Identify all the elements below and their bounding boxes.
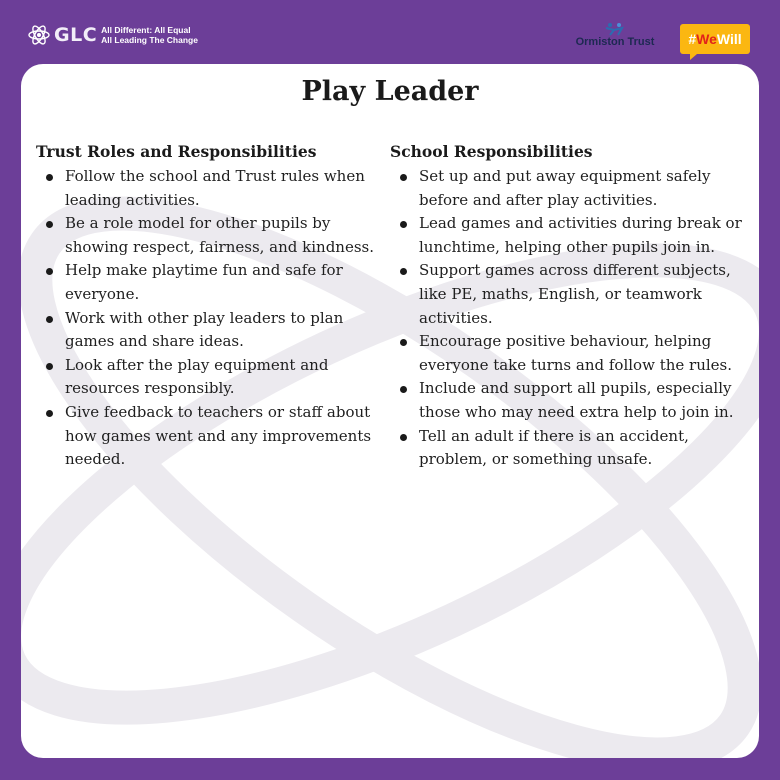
bullet-icon bbox=[400, 221, 407, 228]
logo-text: GLC bbox=[54, 24, 98, 46]
list-item-text: Give feedback to teachers or staff about how games went and any improvements needed. bbox=[65, 402, 372, 469]
bullet-icon bbox=[46, 221, 53, 228]
list-item bbox=[390, 425, 747, 472]
list-item bbox=[390, 165, 747, 212]
list-item bbox=[36, 401, 381, 472]
bullet-icon bbox=[400, 174, 407, 181]
bullet-icon bbox=[46, 174, 53, 181]
hashtag-hash: # bbox=[688, 31, 697, 47]
school-responsibilities-list bbox=[390, 165, 747, 472]
list-item bbox=[390, 330, 747, 377]
content-card bbox=[21, 64, 759, 758]
logo-tagline-line1: All Different: All Equal bbox=[101, 25, 191, 35]
list-item bbox=[390, 212, 747, 259]
hashtag-will: Will bbox=[716, 31, 742, 47]
school-responsibilities-heading: School Responsibilities bbox=[390, 142, 593, 161]
trust-roles-column bbox=[36, 142, 381, 472]
list-item bbox=[36, 307, 381, 354]
list-item-text: Help make playtime fun and safe for everyone. bbox=[65, 261, 343, 303]
bullet-icon bbox=[46, 316, 53, 323]
list-item bbox=[36, 212, 381, 259]
hashtag-we: We bbox=[696, 31, 717, 47]
school-responsibilities-column bbox=[390, 142, 747, 472]
ormiston-trust-logo bbox=[572, 22, 658, 60]
glc-logo bbox=[28, 24, 198, 46]
list-item bbox=[390, 259, 747, 330]
list-item-text: Encourage positive behaviour, helping everyone take turns and follow the rules. bbox=[419, 332, 732, 374]
hashtag-badge bbox=[680, 24, 750, 54]
list-item-text: Be a role model for other pupils by showing respect, fairness, and kindness. bbox=[65, 214, 375, 256]
list-item-text: Support games across different subjects, like PE, maths, English, or teamwork activities. bbox=[419, 261, 731, 327]
bullet-icon bbox=[46, 268, 53, 275]
logo-tagline bbox=[101, 25, 198, 45]
bullet-icon bbox=[400, 268, 407, 275]
bullet-icon bbox=[400, 434, 407, 441]
trust-roles-heading: Trust Roles and Responsibilities bbox=[36, 142, 317, 161]
list-item-text: Lead games and activities during break or lunchtime, helping other pupils join in. bbox=[419, 214, 742, 256]
trust-roles-list bbox=[36, 165, 381, 472]
figures-icon bbox=[604, 22, 626, 36]
list-item-text: Work with other play leaders to plan games and share ideas. bbox=[65, 308, 344, 351]
list-item-text: Follow the school and Trust rules when leading activities. bbox=[65, 167, 365, 209]
list-item-text: Tell an adult if there is an accident, problem, or something unsafe. bbox=[419, 426, 689, 469]
list-item-text: Include and support all pupils, especially those who may need extra help to join in. bbox=[419, 379, 734, 421]
logo-tagline-line2: All Leading The Change bbox=[101, 35, 198, 45]
list-item-text: Look after the play equipment and resources responsibly. bbox=[65, 355, 329, 398]
list-item bbox=[36, 259, 381, 306]
bullet-icon bbox=[400, 339, 407, 346]
bullet-icon bbox=[46, 363, 53, 370]
list-item bbox=[36, 165, 381, 212]
list-item-text: Set up and put away equipment safely before and after play activities. bbox=[419, 167, 711, 209]
list-item bbox=[36, 354, 381, 401]
list-item bbox=[390, 377, 747, 424]
partner-name: Ormiston Trust bbox=[575, 36, 655, 48]
page-title: Play Leader bbox=[301, 76, 479, 107]
bullet-icon bbox=[46, 410, 53, 417]
atom-star-icon bbox=[28, 24, 50, 46]
bullet-icon bbox=[400, 386, 407, 393]
header-bar bbox=[0, 0, 780, 64]
